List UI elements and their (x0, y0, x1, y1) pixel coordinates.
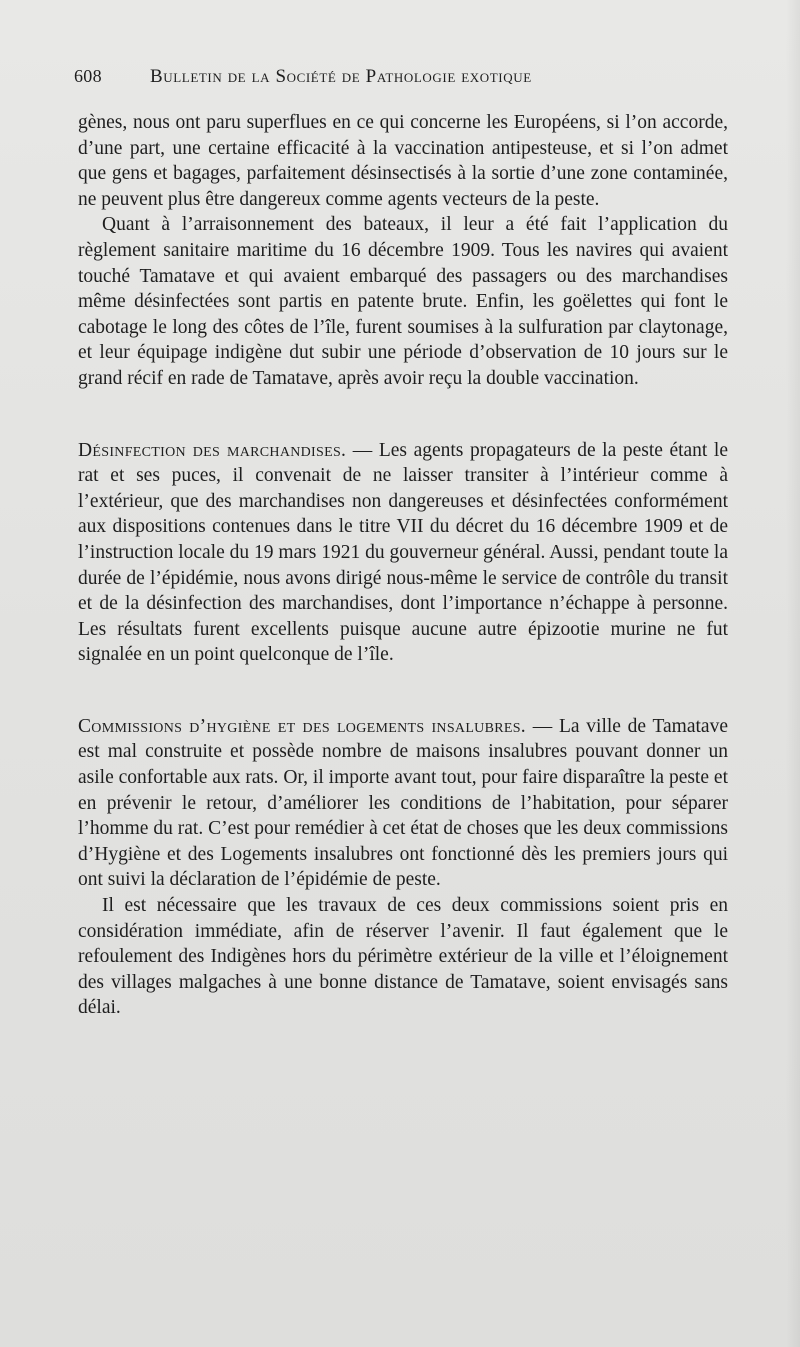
section-heading-desinfection: Désinfection des marchandises. (78, 439, 347, 461)
section-desinfection (78, 438, 728, 668)
page-number: 608 (74, 66, 102, 86)
paragraph-arraisonnement: Quant à l’arraisonnement des bateaux, il leur a été fait l’application du règlement sanitaire maritime du 16 décembre 1909. Tous les navires qui avaient touché Tamatave et qui avaient embarqué des passagers ou des marchandises même désinfectées sont partis en patente brute. Enfin, les goëlettes qui font le cabotage le long des côtes de l’île, furent soumises à la sulfuration par claytonage, et leur équipage indigène dut subir une période d’observation de 10 jours sur le grand récif en rade de Tamatave, après avoir reçu la double vaccination. (78, 214, 728, 389)
paragraph-final: Il est nécessaire que les travaux de ces deux commissions soient pris en considération immédiate, afin de réserver l’avenir. Il faut également que le refoulement des Indigènes hors du périmètre extérieur de la ville et l’éloignement des villages malgaches à une bonne distance de Tamatave, soient envisagés sans délai. (78, 895, 728, 1019)
body-text (78, 110, 728, 1021)
running-title: Bulletin de la Société de Pathologie exotique (150, 66, 532, 87)
section-text-desinfection: — Les agents propagateurs de la peste étant le rat et ses puces, il convenait de ne laisser transiter à l’intérieur comme à l’extérieur, que des marchandises non dangereuses et désinfectées conformément aux dispositions contenues dans le titre VII du décret du 16 décembre 1909 et de l’instruction locale du 19 mars 1921 du gouverneur général. Aussi, pendant toute la durée de l’épidémie, nous avons dirigé nous-même le service de contrôle du transit et de la désinfection des marchandises, dont l’importance n’échappe à personne. Les résultats furent excellents puisque aucune autre épizootie murine ne fut signalée en un point quelconque de l’île. (78, 439, 728, 666)
section-heading-commissions: Commissions d’hygiène et des logements insalubres. (78, 715, 526, 737)
section-commissions (78, 714, 728, 893)
section-text-commissions: — La ville de Tamatave est mal construite et possède nombre de maisons insalubres pouvant donner un asile confortable aux rats. Or, il importe avant tout, pour faire disparaître la peste et en prévenir le retour, d’améliorer les conditions de l’habitation, pour séparer l’homme du rat. C’est pour remédier à cet état de choses que les deux commissions d’Hygiène et des Logements insalubres ont fonctionné dès les premiers jours qui ont suivi la déclaration de l’épidémie de peste. (78, 715, 728, 891)
running-header (74, 62, 754, 92)
page-edge-shadow (786, 0, 800, 1347)
paragraph-continuation: gènes, nous ont paru superflues en ce qui concerne les Européens, si l’on accorde, d’une part, une certaine efficacité à la vaccination antipesteuse, et si l’on admet que gens et bagages, parfaitement désinsectisés à la sortie d’une zone contaminée, ne peuvent plus être dangereux comme agents vecteurs de la peste. (78, 112, 728, 210)
